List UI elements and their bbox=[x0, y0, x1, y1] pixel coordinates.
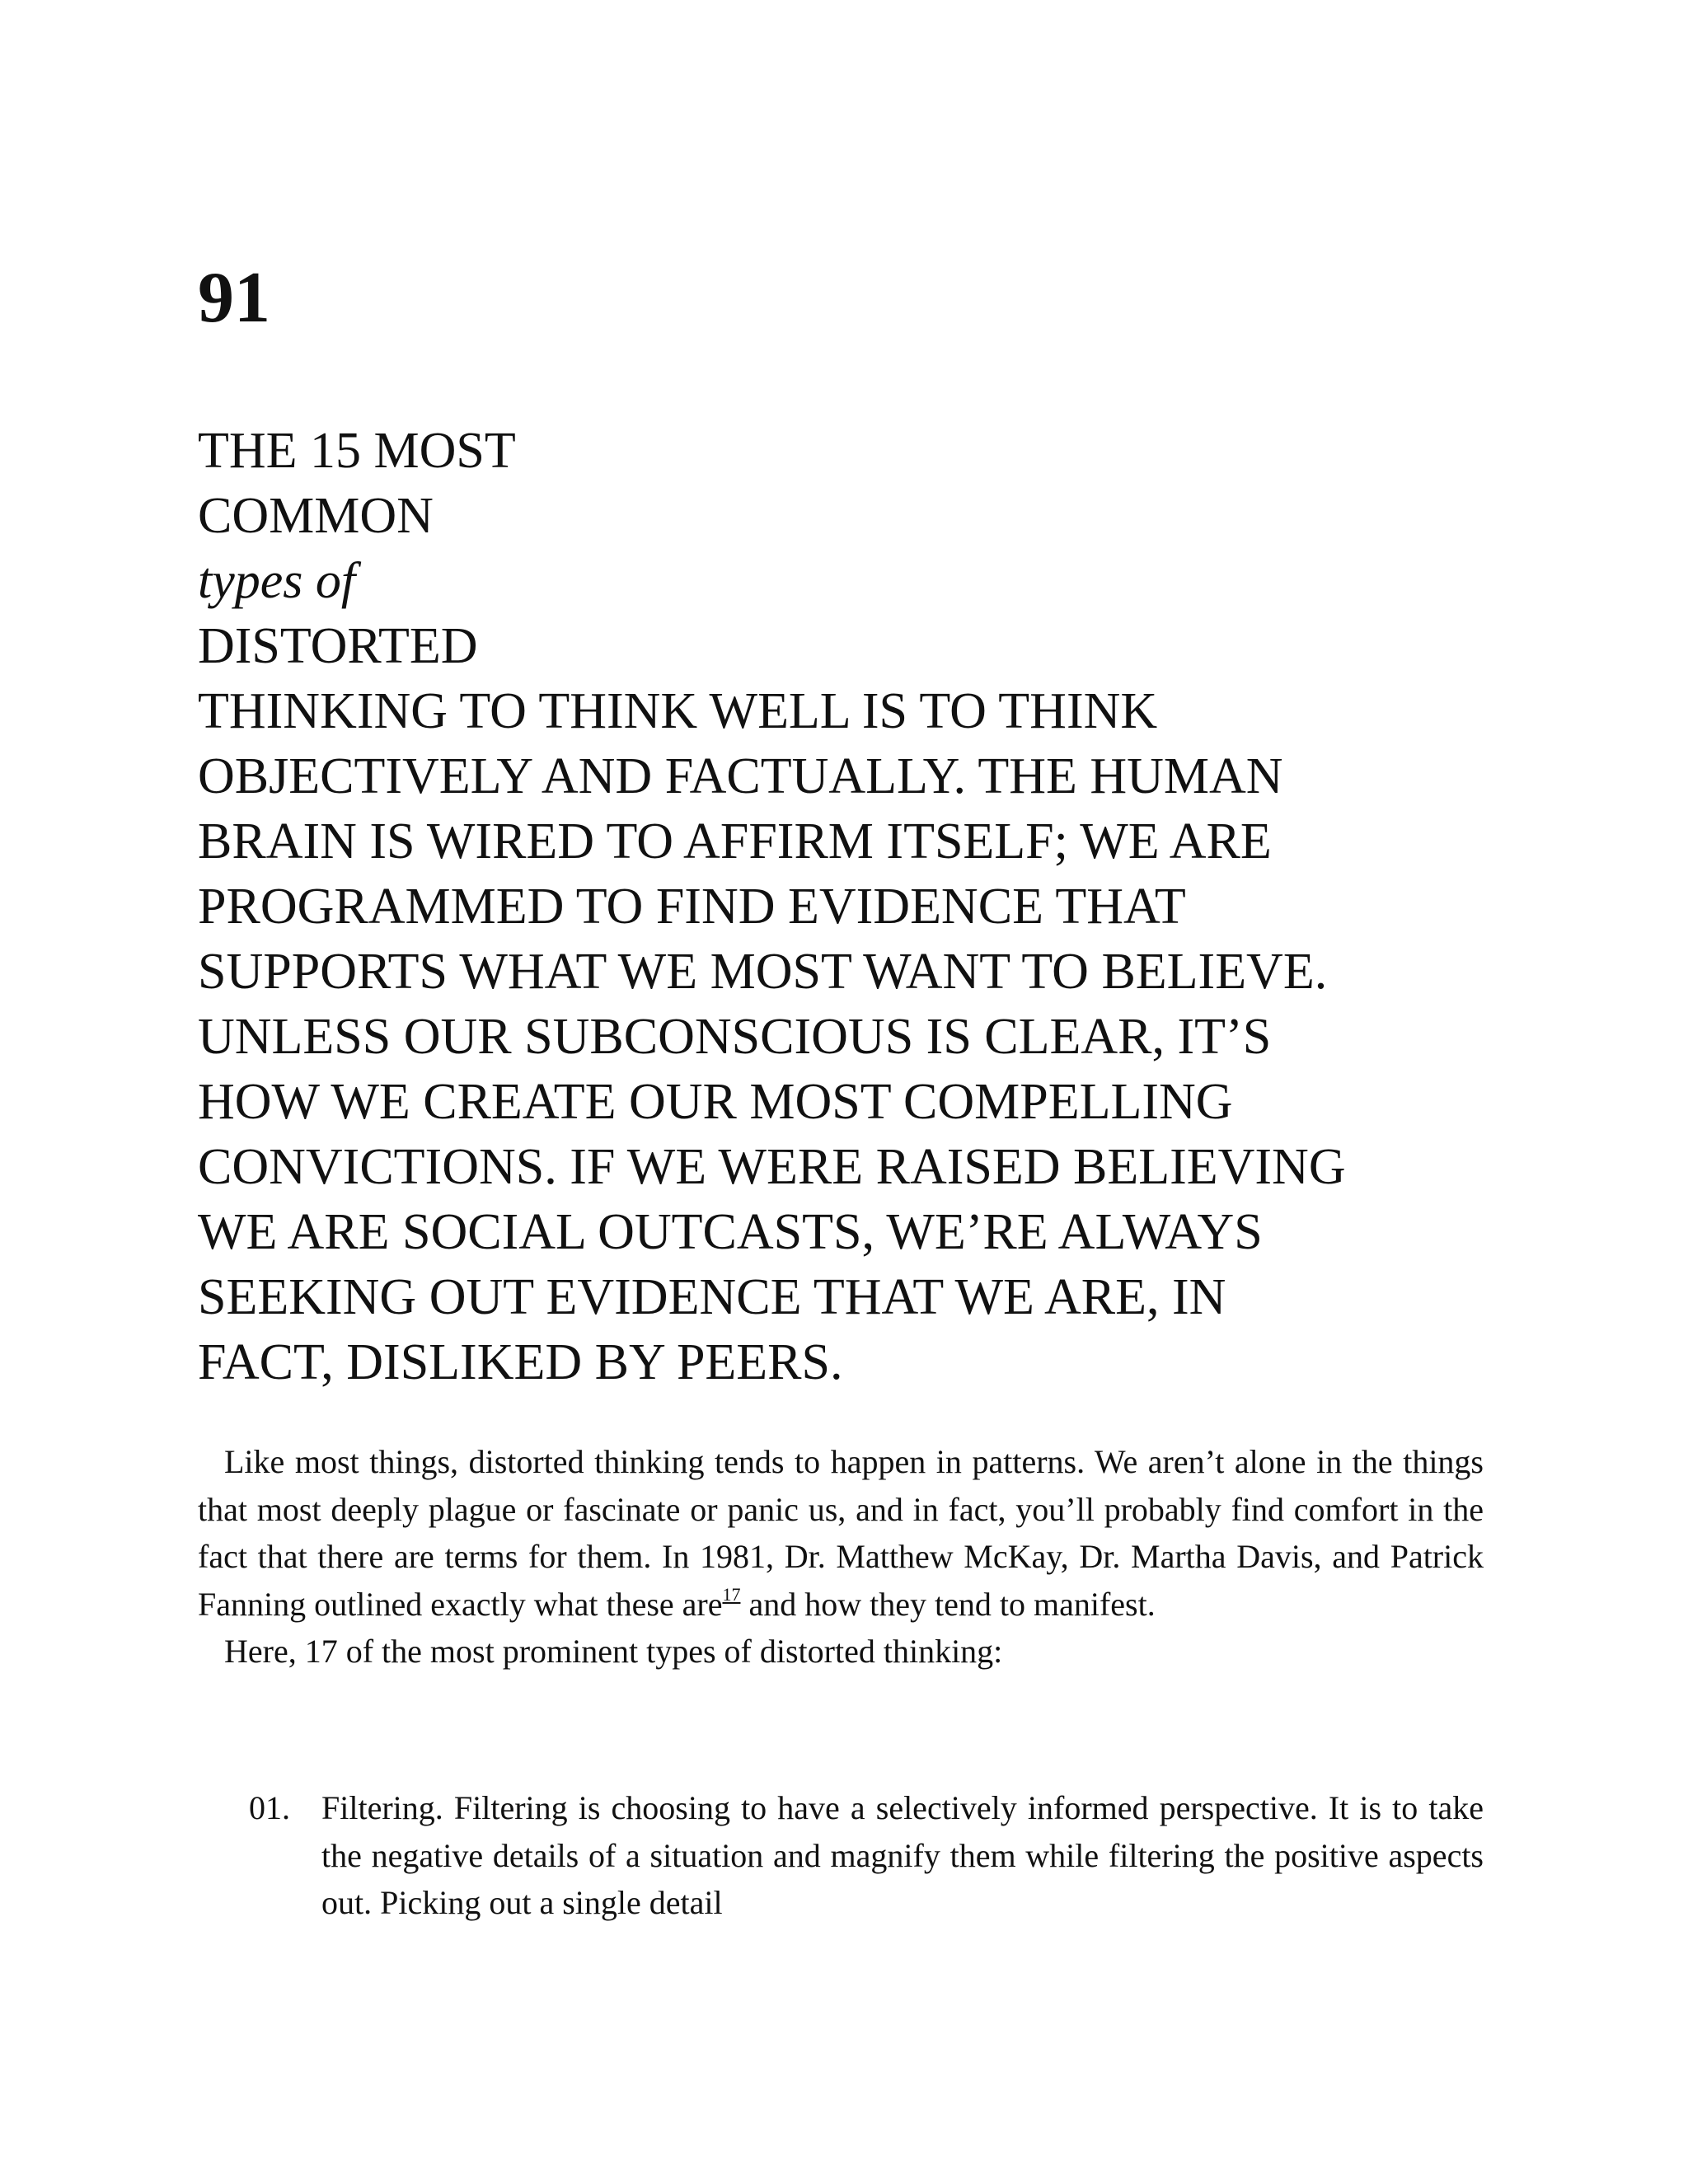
title-line: DISTORTED bbox=[198, 618, 478, 674]
title-line: COMMON bbox=[198, 488, 434, 544]
title-line: THE 15 MOST bbox=[198, 423, 516, 479]
title-line: HOW WE CREATE OUR MOST COMPELLING bbox=[198, 1074, 1233, 1130]
title-line: CONVICTIONS. IF WE WERE RAISED BELIEVING bbox=[198, 1139, 1346, 1195]
chapter-title bbox=[198, 419, 1484, 1395]
title-line-italic: types of bbox=[198, 553, 356, 609]
title-line: PROGRAMMED TO FIND EVIDENCE THAT bbox=[198, 879, 1186, 935]
footnote-link[interactable]: 17 bbox=[722, 1583, 741, 1605]
list-item-number: 01. bbox=[249, 1789, 290, 1826]
distortion-list bbox=[198, 1784, 1484, 1927]
title-line: SEEKING OUT EVIDENCE THAT WE ARE, IN bbox=[198, 1269, 1226, 1325]
title-line: UNLESS OUR SUBCONSCIOUS IS CLEAR, IT’S bbox=[198, 1009, 1272, 1065]
chapter-number: 91 bbox=[198, 258, 270, 338]
body-text bbox=[198, 1438, 1484, 1675]
title-line: SUPPORTS WHAT WE MOST WANT TO BELIEVE. bbox=[198, 944, 1328, 1000]
body-paragraph: Here, 17 of the most prominent types of distorted thinking: bbox=[224, 1633, 1003, 1670]
title-line: OBJECTIVELY AND FACTUALLY. THE HUMAN bbox=[198, 748, 1283, 804]
title-line: BRAIN IS WIRED TO AFFIRM ITSELF; WE ARE bbox=[198, 813, 1272, 869]
title-line: THINKING TO THINK WELL IS TO THINK bbox=[198, 683, 1158, 739]
title-line: FACT, DISLIKED BY PEERS. bbox=[198, 1334, 843, 1390]
body-paragraph bbox=[198, 1438, 1484, 1628]
paragraph-text: and how they tend to manifest. bbox=[740, 1585, 1156, 1623]
list-item bbox=[198, 1784, 1484, 1927]
title-line: WE ARE SOCIAL OUTCASTS, WE’RE ALWAYS bbox=[198, 1204, 1263, 1260]
list-item-text: Filtering. Filtering is choosing to have a selectively informed perspective. It is to take the negative details of a situation and magnify them while filtering the positive aspects out. Picking out a single detail bbox=[321, 1789, 1484, 1921]
paragraph-text: Like most things, distorted thinking tends to happen in patterns. We aren’t alone in the things that most deeply plague or fascinate or panic us, and in fact, you’ll probably find comfort in the fact that there are terms for them. In 1981, Dr. Matthew McKay, Dr. Martha Davis, and Patrick Fanning outlined exactly what these are bbox=[198, 1443, 1484, 1623]
